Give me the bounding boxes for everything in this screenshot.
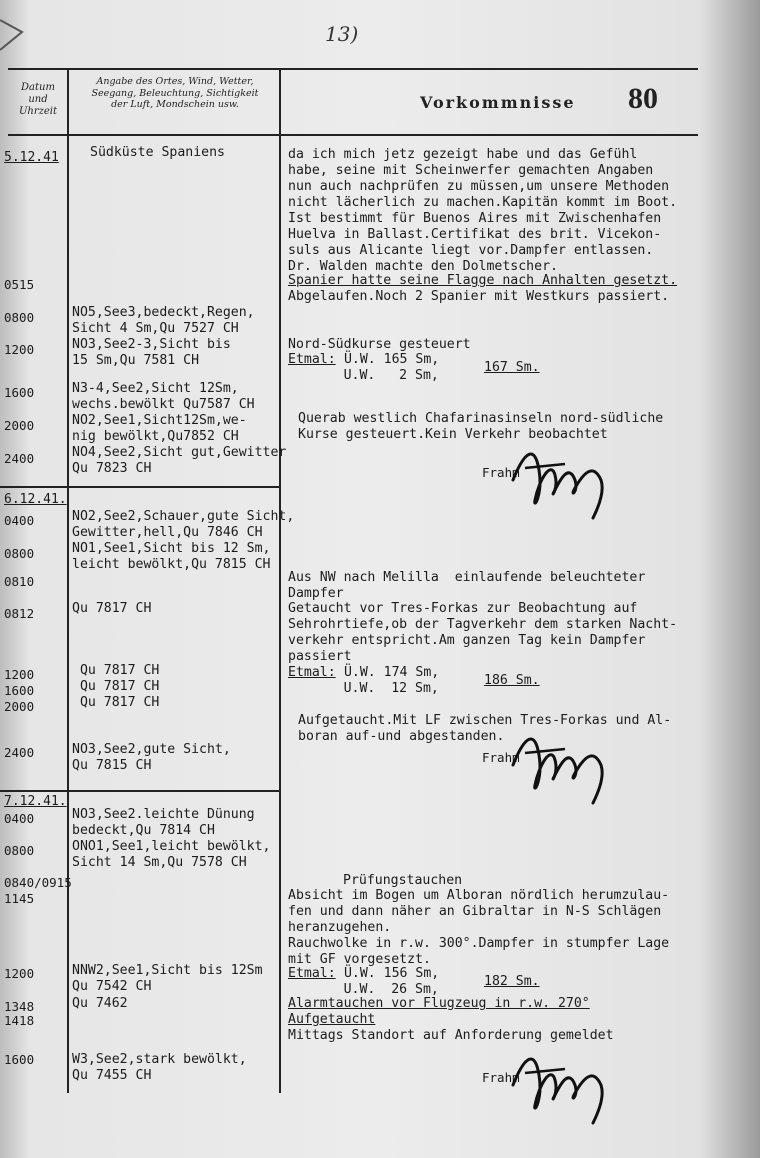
time-entry: 0400: [4, 811, 35, 826]
signature-label: Frahm: [482, 465, 520, 480]
signature-mark: [505, 1045, 625, 1125]
event-entry: Prüfungstauchen: [343, 873, 463, 888]
date-entry: 7.12.41.: [4, 794, 67, 809]
time-entry: 0810: [4, 574, 35, 589]
time-entry: 1600: [4, 683, 35, 698]
etmal-surface-distance: Ü.W. 165 Sm,: [336, 352, 440, 367]
day-separator-rule: [0, 486, 280, 488]
header-place-column: [72, 76, 278, 111]
event-entry: Querab westlich Chafarinasinseln nord-südliche Kurse gesteuert.Kein Verkehr beobachtet: [298, 411, 664, 442]
time-entry: 0800: [4, 546, 35, 561]
time-entry: 0800: [4, 310, 35, 325]
etmal-surface-distance: Ü.W. 174 Sm,: [336, 665, 440, 680]
time-entry: 0840/0915: [4, 875, 72, 890]
etmal-total: 186 Sm.: [484, 673, 540, 688]
day-separator-rule: [0, 790, 280, 792]
time-entry: 2400: [4, 451, 35, 466]
time-entry: 1600: [4, 1052, 35, 1067]
event-entry: Nord-Südkurse gesteuert: [288, 337, 471, 352]
place-weather-entry: N3-4,See2,Sicht 12Sm, wechs.bewölkt Qu7587 CH: [72, 381, 255, 412]
time-entry: 0812: [4, 606, 35, 621]
header-bottom-rule: [8, 134, 698, 136]
signature-label: Frahm: [482, 1070, 520, 1085]
signature-mark: [505, 440, 625, 520]
place-weather-entry: Qu 7462: [72, 996, 128, 1011]
place-weather-entry: Südküste Spaniens: [90, 145, 225, 160]
etmal-label: Etmal:: [288, 352, 336, 367]
place-weather-entry: Qu 7817 CH Qu 7817 CH Qu 7817 CH: [79, 663, 160, 710]
header-events-label: Vorkommnisse: [420, 93, 576, 112]
event-entry: Aufgetaucht: [288, 1012, 376, 1027]
time-entry: 1348: [4, 999, 35, 1014]
etmal-submerged-distance: U.W. 12 Sm,: [288, 681, 439, 696]
etmal-total: 167 Sm.: [484, 360, 540, 375]
handwritten-page-number: 13): [325, 22, 359, 46]
place-column-divider: [279, 68, 281, 1093]
etmal-submerged-distance: U.W. 26 Sm,: [288, 982, 439, 997]
date-column-divider: [67, 68, 69, 1093]
date-entry: 5.12.41: [4, 150, 59, 165]
place-weather-entry: NO1,See1,Sicht bis 12 Sm, leicht bewölkt,Qu 7815 CH: [72, 541, 271, 572]
event-entry: Spanier hatte seine Flagge nach Anhalten gesetzt.: [288, 273, 678, 288]
table-top-rule: [8, 68, 698, 70]
time-entry: 1200: [4, 667, 35, 682]
event-entry: Alarmtauchen vor Flugzeug in r.w. 270°: [288, 996, 590, 1011]
place-weather-entry: NO3,See2,gute Sicht, Qu 7815 CH: [72, 742, 231, 773]
event-entry: Aus NW nach Melilla einlaufende beleuchteter Dampfer: [288, 570, 646, 601]
place-weather-entry: NO5,See3,bedeckt,Regen, Sicht 4 Sm,Qu 7527 CH: [72, 305, 255, 336]
time-entry: 1200: [4, 342, 35, 357]
etmal-label: Etmal:: [288, 665, 336, 680]
place-weather-entry: NO3,See2.leichte Dünung bedeckt,Qu 7814 CH: [72, 807, 255, 838]
place-weather-entry: ONO1,See1,leicht bewölkt, Sicht 14 Sm,Qu 7578 CH: [72, 839, 271, 870]
header-date-column: [10, 82, 66, 118]
etmal-label: Etmal:: [288, 966, 336, 981]
time-entry: 1200: [4, 966, 35, 981]
header-date-label: Datum und Uhrzeit: [18, 82, 58, 117]
etmal-surface-distance: Ü.W. 156 Sm,: [336, 966, 440, 981]
place-weather-entry: NO2,See1,Sicht12Sm,we- nig bewölkt,Qu7852 CH: [72, 413, 247, 444]
time-entry: 1418: [4, 1013, 35, 1028]
place-weather-entry: NO4,See2,Sicht gut,Gewitter Qu 7823 CH: [72, 445, 287, 476]
place-weather-entry: NO3,See2-3,Sicht bis 15 Sm,Qu 7581 CH: [72, 337, 231, 368]
etmal-total: 182 Sm.: [484, 974, 540, 989]
time-entry: 0800: [4, 843, 35, 858]
date-entry: 6.12.41.: [4, 492, 67, 507]
event-entry: Getaucht vor Tres-Forkas zur Beobachtung auf Sehrohrtiefe,ob der Tagverkehr dem starken Nacht- verkehr entspricht.Am ganzen Tag kein Dampfer passiert: [288, 601, 678, 664]
time-entry: 2000: [4, 418, 35, 433]
event-entry: Abgelaufen.Noch 2 Spanier mit Westkurs passiert.: [288, 289, 670, 304]
place-weather-entry: NO2,See2,Schauer,gute Sicht, Gewitter,hell,Qu 7846 CH: [72, 509, 295, 540]
time-entry: 1600: [4, 385, 35, 400]
event-entry: Aufgetaucht.Mit LF zwischen Tres-Forkas und Al- boran auf-und abgestanden.: [298, 713, 672, 744]
time-entry: 2400: [4, 745, 35, 760]
stamped-page-number: 80: [628, 82, 658, 115]
etmal-submerged-distance: U.W. 2 Sm,: [288, 368, 439, 383]
corner-fold-mark: [0, 10, 26, 60]
place-weather-entry: W3,See2,stark bewölkt, Qu 7455 CH: [72, 1052, 247, 1083]
signature-label: Frahm: [482, 750, 520, 765]
time-entry: 2000: [4, 699, 35, 714]
event-entry: Absicht im Bogen um Alboran nördlich herumzulau- fen und dann näher an Gibraltar in N-S Schlägen heranzugehen. Rauchwolke in r.w. 300°.Dampfer in stumpfer Lage mit GF vorgesetzt.: [288, 888, 670, 967]
event-entry: Mittags Standort auf Anforderung gemeldet: [288, 1028, 614, 1043]
time-entry: 0400: [4, 513, 35, 528]
signature-mark: [505, 725, 625, 805]
event-entry: da ich mich jetz gezeigt habe und das Gefühl habe, seine mit Scheinwerfer gemachten Angaben nun auch nachprüfen zu müssen,um unsere Methoden nicht lächerlich zu machen.Kapitän kommt im Boot. Ist bestimmt für Buenos Aires mit Zwischenhafen Huelva in Ballast.Certifikat des brit. Vicekon- suls aus Alicante liegt vor.Dampfer entlassen. Dr. Walden machte den Dolmetscher.: [288, 147, 678, 274]
time-entry: 0515: [4, 277, 35, 292]
place-weather-entry: NNW2,See1,Sicht bis 12Sm Qu 7542 CH: [72, 963, 263, 994]
place-weather-entry: Qu 7817 CH: [72, 601, 152, 616]
time-entry: 1145: [4, 891, 35, 906]
header-place-label: Angabe des Ortes, Wind, Wetter, Seegang, Beleuchtung, Sichtigkeit der Luft, Mondschein usw.: [91, 76, 259, 110]
